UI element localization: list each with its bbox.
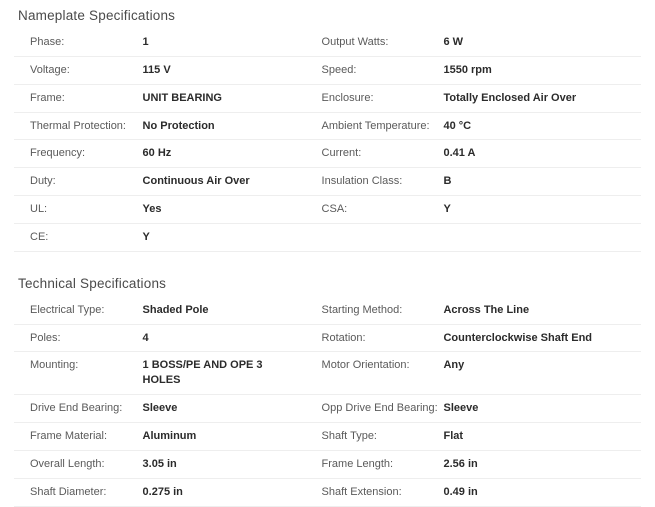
table-row [14, 168, 641, 196]
spec-label: Motor Orientation: [306, 352, 444, 395]
technical-specifications-title: Technical Specifications [18, 275, 167, 291]
spec-value: No Protection [143, 112, 306, 140]
spec-value: Counterclockwise Shaft End [443, 324, 641, 352]
spec-value: 3.05 in [143, 450, 306, 478]
spec-label: CSA: [306, 196, 444, 224]
spec-label: Frame Material: [14, 422, 143, 450]
spec-value: 4 [143, 324, 306, 352]
spec-value: Flat [443, 422, 641, 450]
spec-value: 0.41 A [443, 140, 641, 168]
spec-label-empty [306, 223, 444, 251]
spec-value: UNIT BEARING [143, 84, 306, 112]
table-row [14, 223, 641, 251]
spec-value: 6 W [443, 29, 641, 56]
spec-value: Shaded Pole [143, 297, 306, 324]
section-spacer [14, 266, 641, 276]
spec-label: Starting Method: [306, 297, 444, 324]
table-row [14, 140, 641, 168]
spec-label: Shaft Extension: [306, 478, 444, 506]
spec-value: Aluminum [143, 422, 306, 450]
table-row [14, 324, 641, 352]
spec-value: Across The Line [443, 297, 641, 324]
spec-value: Sleeve [143, 395, 306, 423]
spec-label: Rotation: [306, 324, 444, 352]
table-row [14, 56, 641, 84]
nameplate-specifications-title: Nameplate Specifications [18, 8, 176, 23]
spec-value: Continuous Air Over [143, 168, 306, 196]
spec-label: Frequency: [14, 140, 143, 168]
spec-value: 60 Hz [143, 140, 306, 168]
spec-label: Output Watts: [306, 29, 444, 56]
spec-value: 115 V [143, 56, 306, 84]
spec-label: Electrical Type: [14, 297, 143, 324]
spec-value: Any [443, 352, 641, 395]
table-row [14, 422, 641, 450]
spec-label: Duty: [14, 168, 143, 196]
spec-value: 1550 rpm [443, 56, 641, 84]
spec-value: 1 BOSS/PE AND OPE 3 HOLES [143, 352, 306, 395]
spec-value: B [443, 168, 641, 196]
spec-value: 2.56 in [443, 450, 641, 478]
table-row [14, 297, 641, 324]
spec-value: Totally Enclosed Air Over [443, 84, 641, 112]
spec-value: 0.49 in [443, 478, 641, 506]
table-row [14, 112, 641, 140]
spec-label: Phase: [14, 29, 143, 56]
spec-value: 1 [143, 29, 306, 56]
table-row [14, 196, 641, 224]
spec-label: Insulation Class: [306, 168, 444, 196]
spec-label: Opp Drive End Bearing: [306, 395, 444, 423]
spec-label: Ambient Temperature: [306, 112, 444, 140]
spec-label: Frame: [14, 84, 143, 112]
table-row [14, 478, 641, 506]
spec-label: Current: [306, 140, 444, 168]
spec-value: Sleeve [443, 395, 641, 423]
nameplate-specifications-section [14, 8, 641, 252]
table-row [14, 84, 641, 112]
spec-label: Drive End Bearing: [14, 395, 143, 423]
spec-value: 40 °C [443, 112, 641, 140]
spec-value: Y [143, 223, 306, 251]
nameplate-specifications-table [14, 29, 641, 252]
spec-label: Speed: [306, 56, 444, 84]
spec-label: Shaft Type: [306, 422, 444, 450]
table-row [14, 450, 641, 478]
spec-label: Overall Length: [14, 450, 143, 478]
table-row [14, 29, 641, 56]
spec-value-empty [443, 223, 641, 251]
spec-label: Enclosure: [306, 84, 444, 112]
spec-label: Mounting: [14, 352, 143, 395]
spec-label: Shaft Diameter: [14, 478, 143, 506]
spec-value: Yes [143, 196, 306, 224]
spec-label: Voltage: [14, 56, 143, 84]
spec-label: Poles: [14, 324, 143, 352]
table-row [14, 395, 641, 423]
spec-label: CE: [14, 223, 143, 251]
technical-specifications-table [14, 297, 641, 507]
spec-value: 0.275 in [143, 478, 306, 506]
spec-label: Frame Length: [306, 450, 444, 478]
technical-specifications-section [14, 276, 641, 507]
spec-label: UL: [14, 196, 143, 224]
spec-value: Y [443, 196, 641, 224]
table-row [14, 352, 641, 395]
spec-label: Thermal Protection: [14, 112, 143, 140]
